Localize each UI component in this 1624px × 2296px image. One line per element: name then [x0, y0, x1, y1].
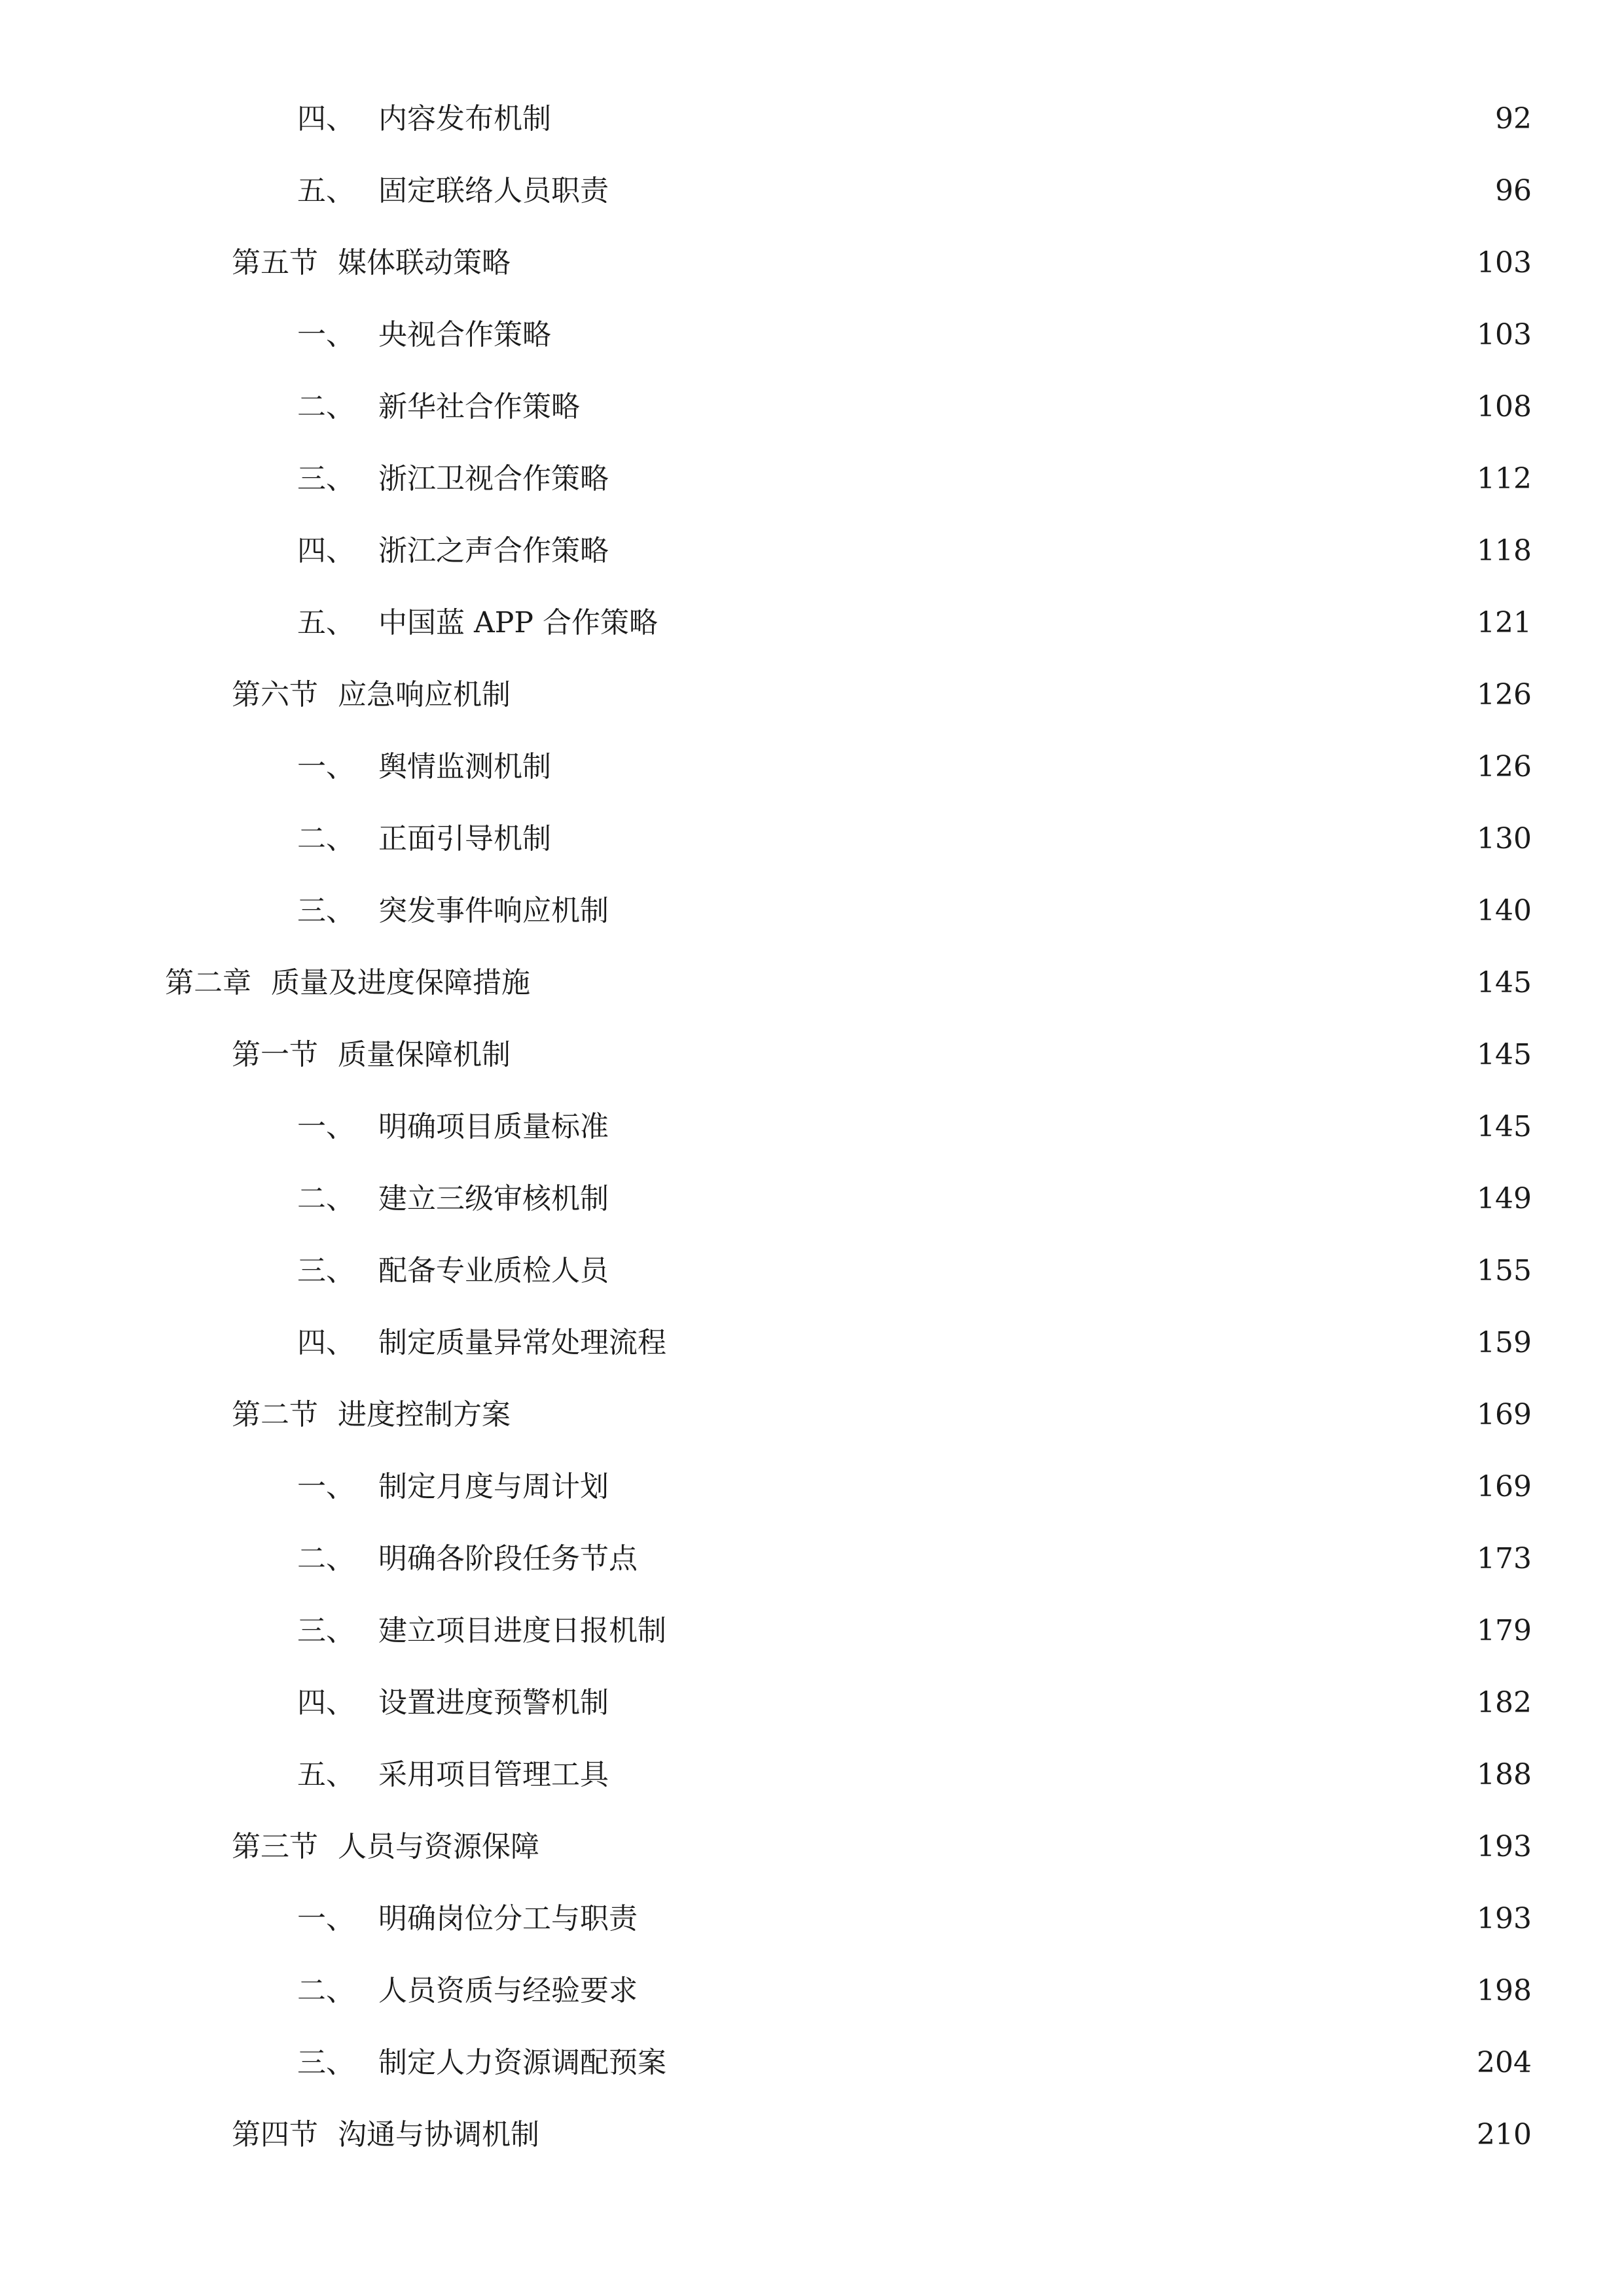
dot-leader — [615, 177, 1483, 206]
toc-entry[interactable] — [0, 597, 1624, 649]
toc-entry-page: 169 — [1477, 1398, 1532, 1431]
toc-entry-number: 四、 — [297, 1326, 355, 1359]
toc-entry[interactable] — [0, 2109, 1624, 2161]
toc-entry-number: 三、 — [297, 1614, 355, 1647]
toc-entry-number: 一、 — [297, 1110, 355, 1143]
toc-entry[interactable] — [0, 309, 1624, 361]
toc-entry-page: 145 — [1477, 1110, 1532, 1143]
dot-leader — [644, 1545, 1468, 1573]
toc-entry-title: 浙江之声合作策略 — [378, 534, 609, 567]
toc-entry-page: 126 — [1477, 750, 1532, 783]
toc-entry[interactable] — [0, 669, 1624, 721]
toc-entry[interactable] — [0, 525, 1624, 577]
toc-entry-page: 118 — [1477, 534, 1532, 567]
toc-entry[interactable] — [0, 1461, 1624, 1513]
toc-entry-page: 188 — [1477, 1758, 1532, 1791]
dot-leader — [558, 753, 1468, 781]
toc-entry-page: 112 — [1477, 462, 1532, 495]
toc-entry-title: 内容发布机制 — [378, 102, 551, 135]
dot-leader — [615, 465, 1468, 493]
toc-entry-title: 应急响应机制 — [338, 678, 511, 711]
toc-entry-title: 固定联络人员职责 — [378, 174, 609, 207]
dot-leader — [558, 825, 1468, 853]
toc-entry-number: 二、 — [297, 1974, 355, 2007]
toc-entry[interactable] — [0, 1245, 1624, 1297]
toc-entry[interactable] — [0, 1749, 1624, 1801]
toc-entry[interactable] — [0, 1389, 1624, 1441]
toc-entry-number: 一、 — [297, 1470, 355, 1503]
toc-entry-page: 159 — [1477, 1326, 1532, 1359]
toc-entry-number: 第三节 — [232, 1830, 318, 1863]
toc-entry[interactable] — [0, 741, 1624, 793]
toc-entry-title: 进度控制方案 — [338, 1398, 511, 1431]
toc-entry[interactable] — [0, 1965, 1624, 2017]
toc-entry-title: 新华社合作策略 — [378, 390, 580, 423]
dot-leader — [546, 2121, 1468, 2149]
toc-entry-number: 二、 — [297, 1182, 355, 1215]
toc-entry-page: 198 — [1477, 1974, 1532, 2007]
toc-entry[interactable] — [0, 1677, 1624, 1729]
toc-entry-number: 四、 — [297, 534, 355, 567]
toc-entry[interactable] — [0, 453, 1624, 505]
dot-leader — [673, 1617, 1468, 1645]
toc-entry[interactable] — [0, 1605, 1624, 1657]
dot-leader — [664, 609, 1468, 637]
toc-entry[interactable] — [0, 957, 1624, 1009]
toc-entry-page: 103 — [1477, 246, 1532, 279]
toc-entry-page: 145 — [1477, 1038, 1532, 1071]
toc-entry-number: 三、 — [297, 2046, 355, 2079]
toc-entry-title: 明确各阶段任务节点 — [378, 1542, 638, 1575]
toc-entry-page: 140 — [1477, 894, 1532, 927]
dot-leader — [615, 897, 1468, 925]
toc-entry-number: 三、 — [297, 894, 355, 927]
dot-leader — [615, 1473, 1468, 1501]
toc-entry-title: 制定质量异常处理流程 — [378, 1326, 666, 1359]
toc-entry-number: 五、 — [297, 606, 355, 639]
toc-entry-title: 人员资质与经验要求 — [378, 1974, 638, 2007]
toc-entry-title: 质量及进度保障措施 — [271, 966, 530, 999]
toc-entry[interactable] — [0, 813, 1624, 865]
toc-entry-page: 179 — [1477, 1614, 1532, 1647]
toc-entry-page: 121 — [1477, 606, 1532, 639]
toc-entry-number: 第四节 — [232, 2118, 318, 2151]
toc-entry-number: 三、 — [297, 462, 355, 495]
toc-entry-title: 正面引导机制 — [378, 822, 551, 855]
toc-entry-page: 210 — [1477, 2118, 1532, 2151]
toc-entry-title: 浙江卫视合作策略 — [378, 462, 609, 495]
dot-leader — [546, 1833, 1468, 1861]
dot-leader — [517, 1401, 1468, 1429]
toc-entry-title: 制定人力资源调配预案 — [378, 2046, 666, 2079]
toc-entry-page: 149 — [1477, 1182, 1532, 1215]
dot-leader — [644, 1905, 1468, 1933]
toc-entry-page: 193 — [1477, 1830, 1532, 1863]
toc-entry-title: 建立项目进度日报机制 — [378, 1614, 666, 1647]
toc-entry-title: 配备专业质检人员 — [378, 1254, 609, 1287]
toc-entry-title: 建立三级审核机制 — [378, 1182, 609, 1215]
toc-entry[interactable] — [0, 1173, 1624, 1225]
toc-entry[interactable] — [0, 1317, 1624, 1369]
toc-entry-title: 媒体联动策略 — [338, 246, 511, 279]
toc-entry-page: 96 — [1495, 174, 1532, 207]
toc-entry-number: 第二节 — [232, 1398, 318, 1431]
toc-entry-page: 108 — [1477, 390, 1532, 423]
dot-leader — [517, 681, 1468, 709]
toc-entry-number: 二、 — [297, 390, 355, 423]
toc-entry-number: 五、 — [297, 174, 355, 207]
dot-leader — [558, 105, 1483, 134]
toc-entry[interactable] — [0, 1101, 1624, 1153]
toc-entry[interactable] — [0, 237, 1624, 289]
dot-leader — [586, 393, 1468, 422]
toc-entry-page: 169 — [1477, 1470, 1532, 1503]
toc-entry[interactable] — [0, 885, 1624, 937]
toc-entry-title: 央视合作策略 — [378, 318, 551, 351]
toc-entry-number: 四、 — [297, 1686, 355, 1719]
dot-leader — [673, 2049, 1468, 2077]
toc-entry-title: 设置进度预警机制 — [378, 1686, 609, 1719]
toc-entry-number: 四、 — [297, 102, 355, 135]
toc-entry-page: 204 — [1477, 2046, 1532, 2079]
dot-leader — [644, 1977, 1468, 2005]
toc-entry-title: 人员与资源保障 — [338, 1830, 539, 1863]
toc-entry-number: 三、 — [297, 1254, 355, 1287]
toc-entry[interactable] — [0, 2037, 1624, 2089]
toc-entry-title: 沟通与协调机制 — [338, 2118, 539, 2151]
dot-leader — [615, 1689, 1468, 1717]
toc-entry-title: 制定月度与周计划 — [378, 1470, 609, 1503]
toc-entry-number: 第二章 — [165, 966, 251, 999]
toc-entry-number: 二、 — [297, 822, 355, 855]
toc-entry[interactable] — [0, 1821, 1624, 1873]
dot-leader — [615, 1761, 1468, 1789]
toc-entry[interactable] — [0, 1533, 1624, 1585]
toc-entry-number: 二、 — [297, 1542, 355, 1575]
toc-entry-title: 明确项目质量标准 — [378, 1110, 609, 1143]
toc-entry-page: 130 — [1477, 822, 1532, 855]
toc-entry-number: 第六节 — [232, 678, 318, 711]
toc-entry-title: 明确岗位分工与职责 — [378, 1902, 638, 1935]
toc-entry-page: 193 — [1477, 1902, 1532, 1935]
toc-entry[interactable] — [0, 381, 1624, 433]
toc-entry-title: 采用项目管理工具 — [378, 1758, 609, 1791]
dot-leader — [615, 537, 1468, 565]
toc-entry-page: 103 — [1477, 318, 1532, 351]
toc-entry[interactable] — [0, 93, 1624, 145]
dot-leader — [673, 1329, 1468, 1357]
toc-entry-title: 中国蓝 APP 合作策略 — [378, 606, 658, 639]
toc-entry-page: 92 — [1495, 102, 1532, 135]
dot-leader — [517, 1041, 1468, 1069]
dot-leader — [537, 969, 1468, 997]
dot-leader — [615, 1185, 1468, 1213]
toc-entry-title: 舆情监测机制 — [378, 750, 551, 783]
toc-entry[interactable] — [0, 165, 1624, 217]
toc-entry-title: 突发事件响应机制 — [378, 894, 609, 927]
dot-leader — [615, 1113, 1468, 1141]
dot-leader — [558, 321, 1468, 350]
toc-entry[interactable] — [0, 1893, 1624, 1945]
toc-entry-number: 一、 — [297, 318, 355, 351]
toc-entry-number: 一、 — [297, 750, 355, 783]
toc-entry-page: 155 — [1477, 1254, 1532, 1287]
toc-entry-page: 182 — [1477, 1686, 1532, 1719]
toc-entry[interactable] — [0, 1029, 1624, 1081]
toc-entry-page: 126 — [1477, 678, 1532, 711]
toc-entry-number: 第五节 — [232, 246, 318, 279]
dot-leader — [517, 249, 1468, 278]
dot-leader — [615, 1257, 1468, 1285]
toc-entry-title: 质量保障机制 — [338, 1038, 511, 1071]
toc-entry-page: 173 — [1477, 1542, 1532, 1575]
toc-entry-number: 一、 — [297, 1902, 355, 1935]
toc-entry-page: 145 — [1477, 966, 1532, 999]
toc-entry-number: 五、 — [297, 1758, 355, 1791]
toc-entry-number: 第一节 — [232, 1038, 318, 1071]
